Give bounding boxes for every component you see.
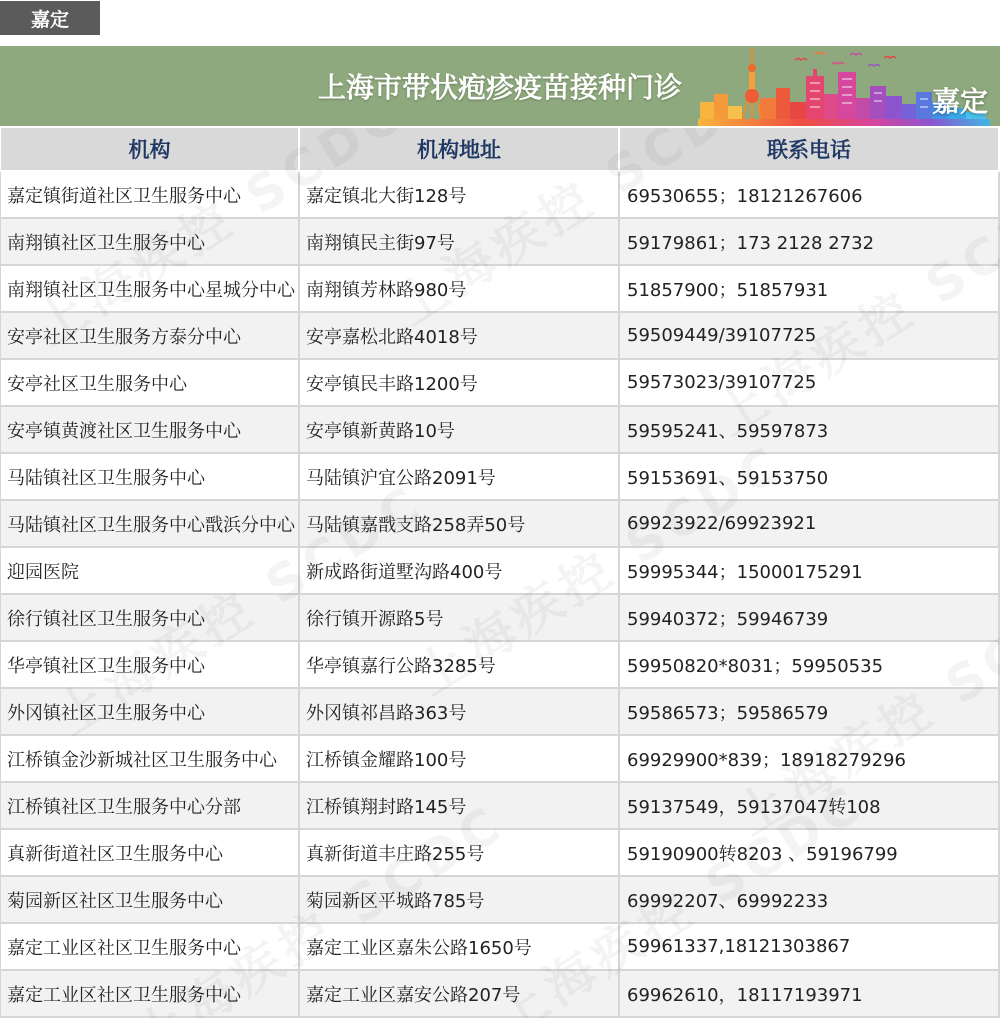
institution-cell: 马陆镇社区卫生服务中心戬浜分中心 [0, 501, 300, 548]
address-cell: 菊园新区平城路785号 [300, 877, 620, 924]
institution-cell: 安亭社区卫生服务中心 [0, 360, 300, 407]
table-row [0, 360, 1000, 407]
header-address: 机构地址 [300, 128, 620, 172]
address-cell: 华亭镇嘉行公路3285号 [300, 642, 620, 689]
table-row [0, 595, 1000, 642]
table-row [0, 501, 1000, 548]
address-cell: 马陆镇嘉戬支路258弄50号 [300, 501, 620, 548]
phone-cell: 69929900*839；18918279296 [620, 736, 1000, 783]
clinic-table [0, 128, 1000, 1018]
address-cell: 徐行镇开源路5号 [300, 595, 620, 642]
phone-cell: 59153691、59153750 [620, 454, 1000, 501]
pearl-tower [741, 48, 763, 126]
address-cell: 新成路街道墅沟路400号 [300, 548, 620, 595]
phone-cell: 59190900转8203 、59196799 [620, 830, 1000, 877]
table-row [0, 454, 1000, 501]
institution-cell: 安亭社区卫生服务方泰分中心 [0, 313, 300, 360]
phone-cell: 69923922/69923921 [620, 501, 1000, 548]
table-row [0, 642, 1000, 689]
table-row [0, 971, 1000, 1018]
table-row [0, 689, 1000, 736]
phone-cell: 59509449/39107725 [620, 313, 1000, 360]
banner-title: 上海市带状疱疹疫苗接种门诊 [317, 71, 682, 104]
district-tag-label: 嘉定 [30, 8, 69, 31]
institution-cell: 南翔镇社区卫生服务中心 [0, 219, 300, 266]
address-cell: 南翔镇民主街97号 [300, 219, 620, 266]
table-row [0, 313, 1000, 360]
phone-cell: 51857900；51857931 [620, 266, 1000, 313]
table-row [0, 783, 1000, 830]
address-cell: 马陆镇沪宜公路2091号 [300, 454, 620, 501]
table-row [0, 924, 1000, 971]
district-tag [0, 1, 100, 35]
table-row [0, 830, 1000, 877]
table-row [0, 877, 1000, 924]
table-header-row [0, 128, 1000, 172]
phone-cell: 59137549，59137047转108 [620, 783, 1000, 830]
institution-cell: 南翔镇社区卫生服务中心星城分中心 [0, 266, 300, 313]
institution-cell: 菊园新区社区卫生服务中心 [0, 877, 300, 924]
institution-cell: 华亭镇社区卫生服务中心 [0, 642, 300, 689]
phone-cell: 59995344；15000175291 [620, 548, 1000, 595]
table-row [0, 172, 1000, 219]
phone-cell: 59961337,18121303867 [620, 924, 1000, 971]
phone-cell: 69962610，18117193971 [620, 971, 1000, 1018]
address-cell: 安亭镇新黄路10号 [300, 407, 620, 454]
table-row [0, 407, 1000, 454]
institution-cell: 嘉定工业区社区卫生服务中心 [0, 971, 300, 1018]
banner-district-label: 嘉定 [931, 85, 988, 118]
address-cell: 外冈镇祁昌路363号 [300, 689, 620, 736]
institution-cell: 迎园医院 [0, 548, 300, 595]
table-row [0, 548, 1000, 595]
phone-cell: 59573023/39107725 [620, 360, 1000, 407]
address-cell: 江桥镇翔封路145号 [300, 783, 620, 830]
address-cell: 安亭嘉松北路4018号 [300, 313, 620, 360]
header-phone: 联系电话 [620, 128, 1000, 172]
address-cell: 真新街道丰庄路255号 [300, 830, 620, 877]
phone-cell: 59179861；173 2128 2732 [620, 219, 1000, 266]
table-row [0, 736, 1000, 783]
phone-cell: 59950820*8031；59950535 [620, 642, 1000, 689]
institution-cell: 江桥镇金沙新城社区卫生服务中心 [0, 736, 300, 783]
birds [795, 53, 896, 67]
institution-cell: 江桥镇社区卫生服务中心分部 [0, 783, 300, 830]
institution-cell: 马陆镇社区卫生服务中心 [0, 454, 300, 501]
phone-cell: 69992207、69992233 [620, 877, 1000, 924]
title-banner [0, 46, 1000, 126]
table-row [0, 266, 1000, 313]
address-cell: 嘉定工业区嘉朱公路1650号 [300, 924, 620, 971]
address-cell: 江桥镇金耀路100号 [300, 736, 620, 783]
phone-cell: 59940372；59946739 [620, 595, 1000, 642]
institution-cell: 安亭镇黄渡社区卫生服务中心 [0, 407, 300, 454]
address-cell: 嘉定镇北大街128号 [300, 172, 620, 219]
table-row [0, 219, 1000, 266]
phone-cell: 59595241、59597873 [620, 407, 1000, 454]
institution-cell: 嘉定工业区社区卫生服务中心 [0, 924, 300, 971]
institution-cell: 外冈镇社区卫生服务中心 [0, 689, 300, 736]
address-cell: 南翔镇芳林路980号 [300, 266, 620, 313]
institution-cell: 真新街道社区卫生服务中心 [0, 830, 300, 877]
phone-cell: 69530655；18121267606 [620, 172, 1000, 219]
address-cell: 安亭镇民丰路1200号 [300, 360, 620, 407]
institution-cell: 徐行镇社区卫生服务中心 [0, 595, 300, 642]
institution-cell: 嘉定镇街道社区卫生服务中心 [0, 172, 300, 219]
address-cell: 嘉定工业区嘉安公路207号 [300, 971, 620, 1018]
phone-cell: 59586573；59586579 [620, 689, 1000, 736]
header-institution: 机构 [0, 128, 300, 172]
